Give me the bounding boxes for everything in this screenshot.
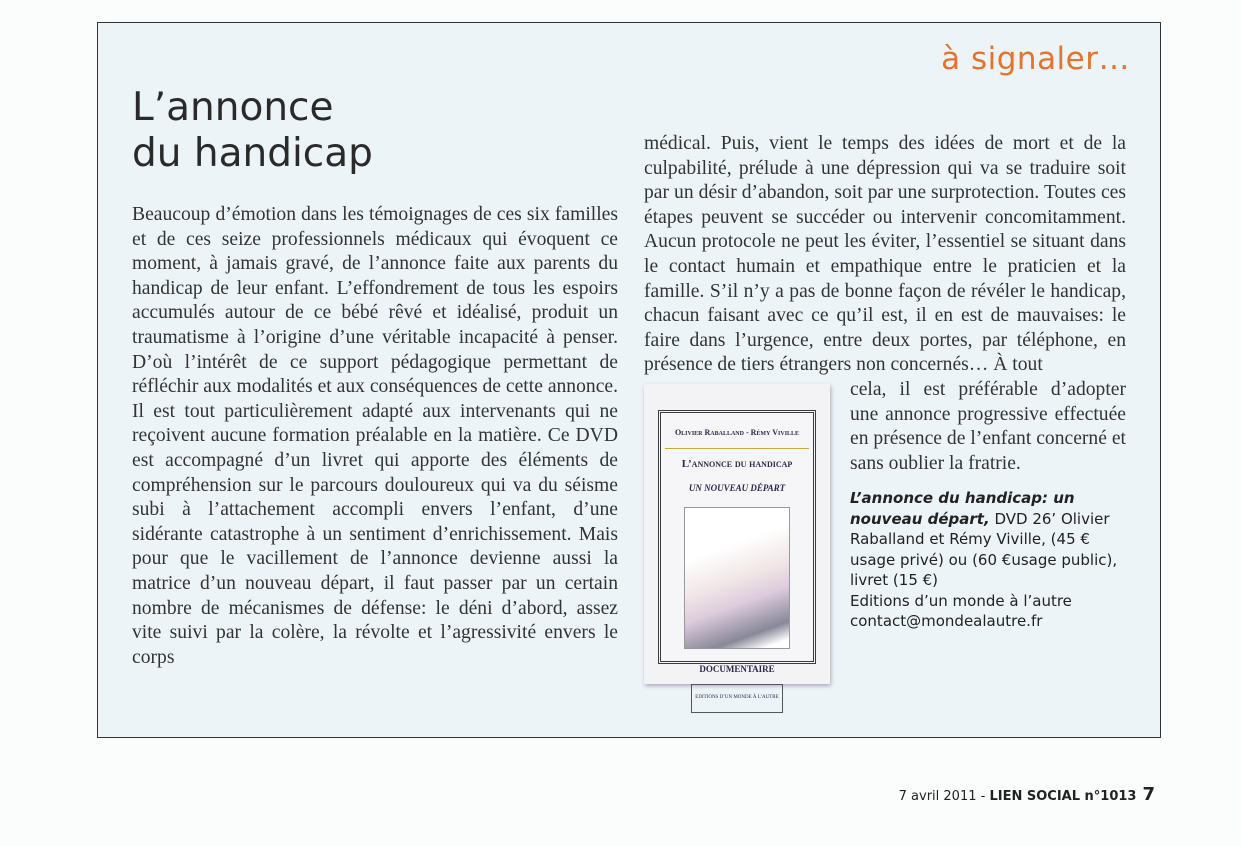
- left-column: Beaucoup d’émotion dans les témoignages de ces six familles et de ces seize professionnels médicaux qui évoquent ce moment, à jamais gravé, de l’annonce faite aux parents du handicap de leur enfant. L’effondrement de tous les espoirs accumulés autour de ce bébé rêvé et idéalisé, produit un traumatisme à l’origine d’une véritable incapacité à penser. D’où l’intérêt de ce support pédagogique permettant de réfléchir aux modalités et aux conséquences de cette annonce. Il est tout particulièrement adapté aux intervenants qui ne reçoivent aucune formation préalable en la matière. Ce DVD est accompagné d’un livret qui apporte des éléments de compréhension sur le parcours douloureux qui va du séisme subi à l’attachement accompli envers l’enfant, d’une sidérante catastrophe à un sentiment d’enrichissement. Mais pour que le vacillement de l’annonce devienne aussi la matrice d’un nouveau départ, il faut passer par un certain nombre de mécanismes de défense: le déni d’abord, assez vite suivi par la colère, la révolte et l’agressivité envers le corps: [132, 204, 618, 668]
- section-kicker: à signaler…: [941, 41, 1130, 77]
- credits-publisher: Editions d’un monde à l’autre: [850, 591, 1072, 610]
- right-text-2: cela, il est préférable d’adopter une annonce progressive effectuée en présence de l’enfant concerné et sans oublier la fratrie.: [850, 378, 1126, 474]
- article-title: [132, 85, 392, 177]
- page-footer: [899, 784, 1155, 805]
- right-column: [644, 132, 1126, 701]
- title-text: L’annonce du handicap: [132, 85, 373, 176]
- credits-contact: contact@mondealautre.fr: [850, 612, 1043, 631]
- cover-genre: DOCUMENTAIRE: [699, 663, 775, 674]
- footer-date: 7 avril 2011 -: [898, 789, 990, 804]
- cover-subtitle: UN NOUVEAU DÉPART: [688, 483, 786, 494]
- cover-title: L’annonce du handicap: [681, 457, 793, 470]
- dvd-cover-image: [644, 384, 830, 701]
- cover-authors: Olivier Raballand - Rémy Viville: [665, 421, 809, 449]
- credits-title: L’annonce du handicap: un nouveau départ,: [850, 489, 1075, 528]
- article-box: [97, 22, 1161, 738]
- right-text-1: médical. Puis, vient le temps des idées de mort et de la culpabilité, prélude à une dépression qui va se traduire soit par un désir d’abandon, soit par une surprotection. Toutes ces étapes peuvent se succéder ou intervenir concomitamment. Aucun protocole ne peut les éviter, l’essentiel se situant dans le contact humain et empathique entre le praticien et la famille. S’il n’y a pas de bonne façon de révéler le handicap, chacun faisant avec ce qu’il est, il en est de mauvaises: le faire dans l’urgence, entre deux portes, par téléphone, en présence de tiers étrangers non concernés… À tout: [644, 133, 1126, 376]
- cover-publisher-logo: EDITIONS D’UN MONDE À L’AUTRE: [691, 684, 782, 713]
- page-number: 7: [1142, 784, 1155, 805]
- footer-magazine: LIEN SOCIAL n°1013: [989, 789, 1137, 804]
- cover-illustration: [684, 507, 790, 649]
- credits-details: DVD 26’ Olivier Raballand et Rémy Viville, (45 € usage privé) ou (60 €usage public), livret (15 €): [850, 509, 1118, 590]
